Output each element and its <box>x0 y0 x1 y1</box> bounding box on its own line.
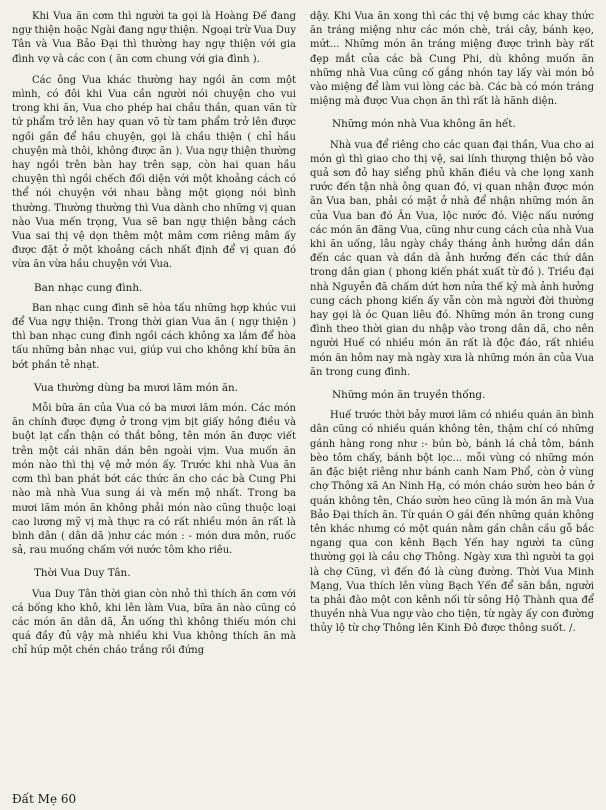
section-heading: Ban nhạc cung đình. <box>34 281 143 294</box>
section-heading: Những món ăn truyền thống. <box>332 389 486 402</box>
paragraph: Các ông Vua khác thường hay ngồi ăn cơm một mình, có đôi khi Vua cần người nói chuyện cho vui trong khi ăn, Vua cho phép hai chầu thần, quan văn từ tứ phẩm trở lên hay quan võ từ tam phẩm trở lên được ngồi gần để hầu chuyện, gọi là chầu thiện ( chỉ hầu chuyện mà thôi, không được ăn ). Vua ngự thiện thường hay ngồi trên bàn hay trên sạp, còn hai quan hầu chuyện thì ngồi chếch đối diện với một khoảng cách có thể nói chuyện với nhau bằng một giọng nói bình thường. Thường thường thì Vua dành cho những vị quan nào Vua mến trọng, Vua sẽ ban ngự thiện bằng cách Vua sai thị vệ dọn thêm một mâm cơm riêng mâm ấy được đặt ở một khoảng cách nhất định để vị quan đó vừa ăn vừa hầu chuyện với Vua. <box>12 74 296 271</box>
page-footer: Đất Mẹ 60 <box>12 792 77 806</box>
section-heading: Thời Vua Duy Tân. <box>34 567 131 580</box>
section-heading: Vua thường dùng ba mươi lăm món ăn. <box>34 381 239 394</box>
paragraph: Khi Vua ăn cơm thì người ta gọi là Hoàng Đế đang ngự thiện hoặc Ngài đang ngự thiện. Ngoại trừ Vua Duy Tân và Vua Bảo Đại thì thường hay ngự thiện với gia đình vợ và các con ( ăn cơm chung với gia đình ). <box>12 11 296 65</box>
paragraph: Huế trước thời bảy mươi lăm có nhiều quán ăn bình dân cũng có nhiều quán không tên, thậm chí có những gánh hàng rong như :- bún bò, bánh lá chả tôm, bánh bèo tôm chấy, bánh bột lọc... mỗi vùng có những món ăn đặc biệt riêng như bánh canh Nam Phổ, còn ở vùng chợ Thông xã An Ninh Hạ, có món cháo sườn heo bán ở quán không tên, Cháo sườn heo cũng là món ăn mà Vua Bảo Đại thích ăn. Từ quán O gái đến những quán không tên khác nhưng có một quán nằm gần chân cầu gỗ bắc ngang qua con kênh Bạch Yến hay người ta cũng thường gọi là cầu chợ Thông. Ngày xưa thì người ta gọi là chợ Cũng, vì đến đó là cùng đường. Thời Vua Minh Mạng, Vua thích lên vùng Bạch Yến để săn bắn, người ta phải đào một con kênh nối từ sông Hộ Thành qua để thuyền nhà Vua ngự vào cho tiện, từ ngày ấy con đường thủy lộ từ chợ Thông lên Kinh Đô được thông suốt. /. <box>310 410 594 635</box>
paragraph: Vua Duy Tân thời gian còn nhỏ thì thích ăn cơm với cá bống kho khô, khi lên làm Vua, bữa ăn nào cũng có các món ăn dân dã, Ăn uống thì không thiếu món chi quá đầy đủ vậy mà nhiều khi Vua không thích ăn mà chỉ húp một chén cháo trắng rồi đứng <box>12 588 296 657</box>
article-columns <box>12 10 596 798</box>
paragraph: Nhà vua để riêng cho các quan đại thần, Vua cho ai món gì thì giao cho thị vệ, sai lính thượng thiện bỏ vào quả sơn đỏ hay siểng phủ khăn điều và che lọng xanh rước đến tận nhà ông quan đó, vị quan nhận được món ăn Vua ban, phải có mặt ở nhà để nhận những món ăn của Vua ban đó Ân Vua, lộc nước đó. Việc nấu nướng các món ăn đãng Vua, cũng như cung cách của nhà Vua khi ăn uống, lâu ngày chầy tháng ảnh hưởng dần dần đến các quan và dần dà ảnh hưởng đến các thứ dân trong dân gian ( phong kiến phát xuất từ đó ). Triều đại nhà Nguyễn đã chấm dứt hơn nửa thế kỷ mà ảnh hưởng cung cách phong kiến ấy vẫn còn mà người đời thường hay gọi là óc Quan liêu đó. Những món ăn trong cung đình theo thời gian du nhập vào trong dân dã, cho nên người Huế có nhiều món ăn rất là độc đáo, rất nhiều món ăn hôm nay mà ngày xưa là những món ăn của Vua ăn trong cung đình. <box>310 139 594 378</box>
section-heading: Những món nhà Vua không ăn hết. <box>332 118 516 131</box>
paragraph: Mỗi bữa ăn của Vua có ba mươi lăm món. Các món ăn chính được đựng ở trong vịm bịt giấy hồng điều và buột lạt cẩn thận có thắt bông, tên món ăn được viết trên một cái nhãn dán bên ngoài vịm. Vua muốn ăn món nào thì thị vệ mở món ấy. Trước khi nhà Vua ăn cơm thì ban phát bớt các thức ăn cho các bà Cung Phi nào mà nhà Vua sung ái và mến mộ nhất. Trong ba mươi lăm món ăn không phải món nào cũng thuộc loại cao lương mỹ vị mà thực ra có rất nhiều món ăn rất là bình dân ( dân dã )như các món : - món dưa môn, ruốc sả, rau muống chấm với nước tôm kho riêu. <box>12 403 296 557</box>
paragraph: dậy. Khi Vua ăn xong thì các thị vệ bưng các khay thức ăn tráng miệng như các món chè, trái cây, bánh kẹo, mứt... Những món ăn tráng miệng được trình bày rất đẹp mắt của các bà Cung Phi, dù không muốn ăn những nhà Vua cũng cố gắng nhón tay lấy vài món bỏ vào miệng để làm vui lòng các bà. Các bà có món tráng miệng mà được Vua chọn ăn thì rất là hãnh diện. <box>310 11 594 108</box>
left-column <box>12 10 296 798</box>
paragraph: Ban nhạc cung đình sẽ hòa tấu những hợp khúc vui để Vua ngự thiện. Trong thời gian Vua ăn ( ngự thiện ) thì ban nhạc cung đình ngồi cách không xa lắm để hòa tấu những bản nhạc vui, giúp vui cho không khí bữa ăn bớt phần tẻ nhạt. <box>12 302 296 371</box>
right-column <box>310 10 594 798</box>
